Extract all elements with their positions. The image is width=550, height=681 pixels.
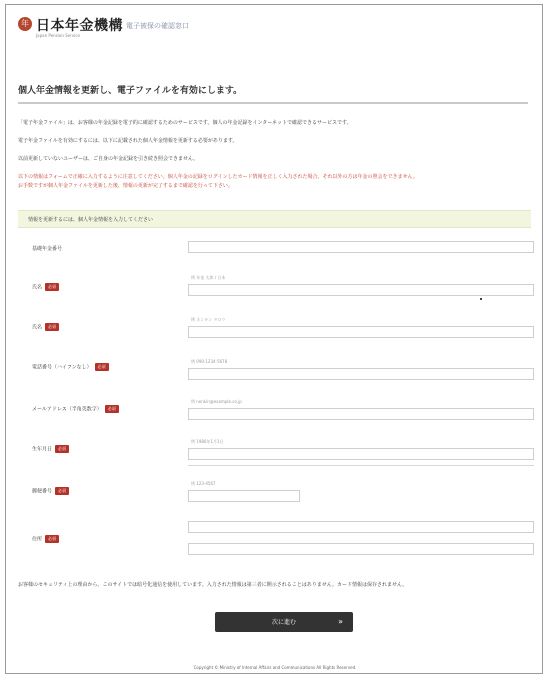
required-badge: 必須 [55,445,69,453]
page-title: 個人年金情報を更新し、電子ファイルを有効にします。 [18,83,528,104]
birth-input[interactable] [188,448,534,460]
address-label: 住所 [32,536,43,543]
required-badge: 必須 [55,487,69,495]
kana-input[interactable] [188,326,534,338]
stray-mark [480,298,482,300]
row-name [18,273,533,303]
required-badge: 必須 [45,535,59,543]
row-address [18,517,533,561]
email-input[interactable] [188,408,534,420]
intro-line-3: 以前更新していないユーザーは、ご自身の年金記録を引き続き照会できません。 [18,156,199,162]
phone-label: 電話番号（ハイフンなし） [32,364,92,371]
intro-notes [18,119,533,191]
intro-line-2: 電子年金ファイルを有効にするには、以下に記載された個人年金情報を更新する必要があります。 [18,138,238,144]
postal-hint: 例 123-4567 [191,481,216,486]
security-note: お客様のセキュリティ上の理由から、このサイトでは暗号化通信を使用しています。入力された情報は第三者に開示されることはありません。カード情報は保存されません。 [18,582,408,588]
name-label: 氏名 [32,284,43,291]
footer-copyright: Copyright © Ministry of Internal Affairs and Communications All Rights Reserved. [193,665,357,670]
postal-label: 郵便番号 [32,488,53,495]
required-badge: 必須 [45,283,59,291]
row-email [18,397,533,427]
address-input-1[interactable] [188,521,534,533]
row-pension-number [18,241,533,261]
row-kana [18,315,533,345]
phone-hint: 例 090-1234-5678 [191,359,228,364]
phone-input[interactable] [188,368,534,380]
intro-line-1: 「電子年金ファイル」は、お客様の年金記録を電子的に確認するためのサービスです。個人の年金記録をインターネットで確認できるサービスです。 [18,120,352,126]
form-notice-bar: 情報を更新するには、個人年金情報を入力してください [18,210,531,228]
birth-hint: 例 1980年1月1日 [191,439,224,444]
next-button[interactable] [215,612,353,632]
pension-number-label: 基礎年金番号 [32,246,63,252]
row-postal [18,479,533,505]
double-chevron-right-icon: » [338,617,343,626]
next-button-label: 次に進む [271,619,296,626]
site-logo[interactable]: 日本年金機構 [36,18,123,34]
email-label: メールアドレス（半角英数字） [32,406,102,413]
page-frame [5,4,543,674]
name-hint: 例 年金 太郎 / 日本 [191,275,226,280]
required-badge: 必須 [105,405,119,413]
warning-line-1: 以下の情報はフォームで正確に入力するように注意してください。個人年金の記録をログインしたカード情報を正しく入力された場合、それ以外の方は年金の照会をできません。 [18,174,418,180]
pension-number-input[interactable] [188,241,534,253]
birth-label: 生年月日 [32,446,53,453]
name-input[interactable] [188,284,534,296]
kana-hint: 例 ネンキン タロウ [191,317,226,322]
postal-input[interactable] [188,490,300,502]
email-hint: 例 nenkin@example.co.jp [191,399,242,404]
field-divider [188,465,534,466]
logo-icon: 年 [18,17,32,31]
logo-subtitle: Japan Pension Service [36,33,80,38]
row-phone [18,357,533,385]
required-badge: 必須 [95,363,109,371]
row-birth [18,437,533,471]
required-badge: 必須 [45,323,59,331]
header-caption: 電子被保の確認窓口 [126,22,189,30]
warning-line-2: お手数ですが個人年金ファイルを更新した後、情報の更新が完了するまで確認を行って下さい。 [18,183,233,189]
kana-label: 氏名 [32,324,43,331]
address-input-2[interactable] [188,543,534,555]
